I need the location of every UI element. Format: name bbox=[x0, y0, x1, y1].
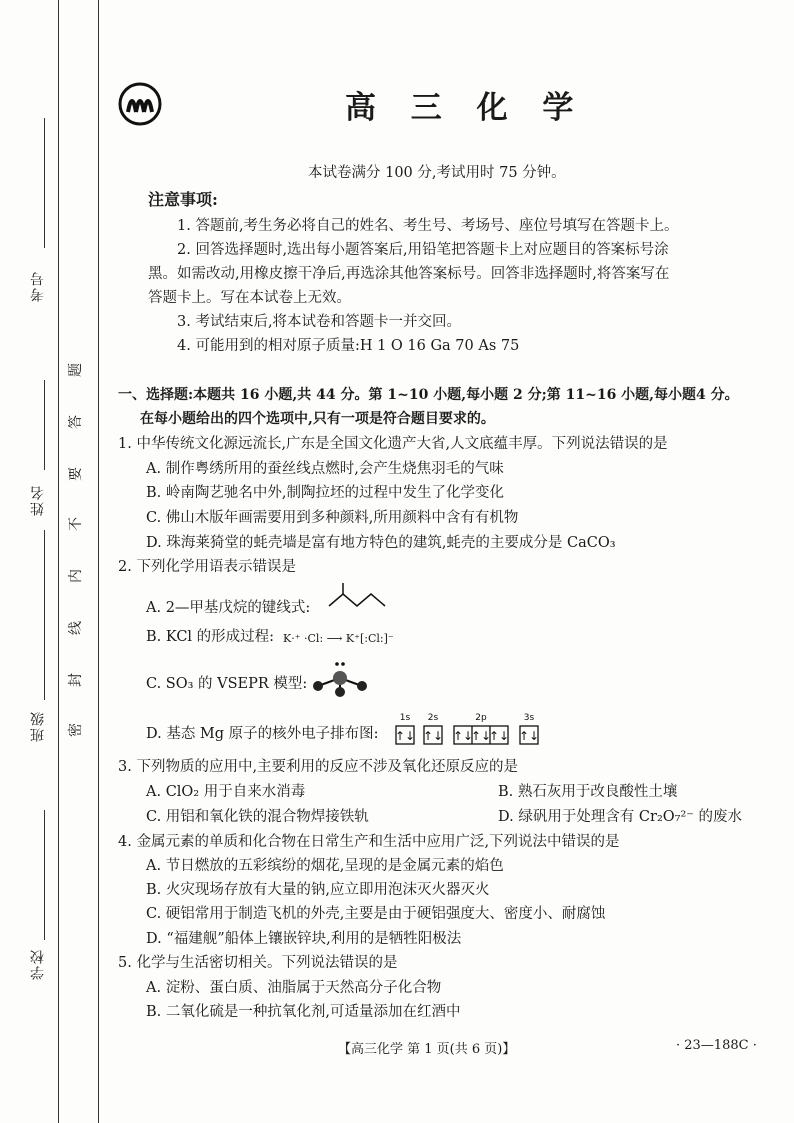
notice-heading: 注意事项: bbox=[148, 190, 218, 209]
notice-line: 黑。如需改动,用橡皮擦干净后,再选涂其他答案标号。回答非选择题时,将答案写在 bbox=[148, 266, 670, 282]
page-title: 高 三 化 学 bbox=[345, 90, 586, 126]
notice-line: 2. 回答选择题时,选出每小题答案后,用铅笔把答题卡上对应题目的答案标号涂 bbox=[177, 242, 669, 258]
svg-text:↑↓: ↑↓ bbox=[394, 729, 416, 743]
publisher-logo-icon bbox=[118, 82, 162, 126]
school-blank bbox=[44, 810, 45, 940]
orbital-label: 1s bbox=[399, 713, 411, 723]
binding-line-outer bbox=[58, 0, 59, 1123]
class-blank bbox=[44, 530, 45, 700]
option: C. 佛山木版年画需要用到多种颜料,所用颜料中含有有机物 bbox=[146, 510, 519, 526]
svg-text:↑↓: ↑↓ bbox=[422, 729, 444, 743]
seal-char: 封 bbox=[68, 673, 84, 687]
name-blank bbox=[44, 380, 45, 470]
school-label: 学校 bbox=[30, 948, 46, 980]
question-stem: 4. 金属元素的单质和化合物在日常生产和生活中应用广泛,下列说法中错误的是 bbox=[118, 834, 620, 850]
option: A. 节日燃放的五彩缤纷的烟花,呈现的是金属元素的焰色 bbox=[146, 858, 504, 874]
notice-line: 3. 考试结束后,将本试卷和答题卡一并交回。 bbox=[177, 314, 462, 330]
svg-text:↑↓: ↑↓ bbox=[452, 729, 474, 743]
notice-line: 1. 答题前,考生务必将自己的姓名、考生号、考场号、座位号填写在答题卡上。 bbox=[177, 218, 679, 234]
notice-line: 答题卡上。写在本试卷上无效。 bbox=[148, 290, 351, 306]
binding-line-inner bbox=[98, 0, 99, 1123]
option: D. 珠海莱猗堂的蚝壳墙是富有地方特色的建筑,蚝壳的主要成分是 CaCO₃ bbox=[146, 535, 616, 551]
option: D. “福建舰”船体上镶嵌锌块,利用的是牺牲阳极法 bbox=[146, 931, 462, 947]
question-stem: 3. 下列物质的应用中,主要利用的反应不涉及氧化还原反应的是 bbox=[118, 759, 519, 775]
option: C. 硬铝常用于制造飞机的外壳,主要是由于硬铝强度大、密度小、耐腐蚀 bbox=[146, 906, 606, 922]
skeletal-formula-icon bbox=[327, 582, 387, 614]
option: C. SO₃ 的 VSEPR 模型: bbox=[146, 676, 308, 692]
option: B. 岭南陶艺驰名中外,制陶拉坯的过程中发生了化学变化 bbox=[146, 485, 504, 501]
option: C. 用铝和氧化铁的混合物焊接铁轨 bbox=[146, 809, 369, 825]
seal-char: 内 bbox=[68, 569, 84, 583]
option: B. KCl 的形成过程: bbox=[146, 629, 275, 645]
seal-char: 不 bbox=[68, 517, 84, 531]
section-heading-2: 在每小题给出的四个选项中,只有一项是符合题目要求的。 bbox=[140, 411, 495, 427]
option: B. 熟石灰用于改良酸性土壤 bbox=[498, 784, 678, 800]
option: B. 二氧化硫是一种抗氧化剂,可适量添加在红酒中 bbox=[146, 1004, 461, 1020]
kcl-formation-diagram: K·⁺ ·Cl: ⟶ K⁺[:Cl:]⁻ bbox=[283, 632, 394, 645]
svg-text:↑↓: ↑↓ bbox=[470, 729, 492, 743]
exam-info: 本试卷满分 100 分,考试用时 75 分钟。 bbox=[308, 165, 566, 181]
seal-char: 密 bbox=[68, 723, 84, 737]
question-stem: 5. 化学与生活密切相关。下列说法错误的是 bbox=[118, 955, 398, 971]
exam-number-label: 考号 bbox=[30, 270, 46, 302]
vsepr-model-icon bbox=[310, 658, 370, 698]
orbital-label: 2p bbox=[475, 713, 487, 723]
option: D. 绿矾用于处理含有 Cr₂O₇²⁻ 的废水 bbox=[498, 809, 743, 825]
svg-text:↑↓: ↑↓ bbox=[488, 729, 510, 743]
exam-number-blank bbox=[44, 118, 45, 248]
question-stem: 2. 下列化学用语表示错误是 bbox=[118, 559, 296, 575]
question-stem: 1. 中华传统文化源远流长,广东是全国文化遗产大省,人文底蕴丰厚。下列说法错误的是 bbox=[118, 436, 668, 452]
notice-line: 4. 可能用到的相对原子质量:H 1 O 16 Ga 70 As 75 bbox=[177, 338, 520, 354]
class-label: 班级 bbox=[30, 710, 46, 742]
option: D. 基态 Mg 原子的核外电子排布图: bbox=[146, 726, 379, 742]
mg-orbital-diagram-icon bbox=[394, 712, 544, 748]
option: A. ClO₂ 用于自来水消毒 bbox=[146, 784, 306, 800]
name-label: 姓名 bbox=[30, 484, 46, 516]
option: A. 2—甲基戊烷的键线式: bbox=[146, 600, 311, 616]
seal-char: 线 bbox=[68, 621, 84, 635]
seal-char: 要 bbox=[68, 467, 84, 481]
seal-char: 答 bbox=[68, 415, 84, 429]
seal-char: 题 bbox=[68, 363, 84, 377]
orbital-label: 2s bbox=[427, 713, 439, 723]
page-footer: 【高三化学 第 1 页(共 6 页)】 bbox=[338, 1042, 516, 1057]
option: B. 火灾现场存放有大量的钠,应立即用泡沫灭火器灭火 bbox=[146, 882, 490, 898]
section-heading: 一、选择题:本题共 16 小题,共 44 分。第 1~10 小题,每小题 2 分;第 11~16 小题,每小题4 分。 bbox=[118, 387, 739, 403]
paper-code: · 23—188C · bbox=[676, 1038, 757, 1053]
option: A. 淀粉、蛋白质、油脂属于天然高分子化合物 bbox=[146, 980, 442, 996]
svg-text:↑↓: ↑↓ bbox=[518, 729, 540, 743]
orbital-label: 3s bbox=[523, 713, 535, 723]
option: A. 制作粤绣所用的蚕丝线点燃时,会产生烧焦羽毛的气味 bbox=[146, 461, 504, 477]
